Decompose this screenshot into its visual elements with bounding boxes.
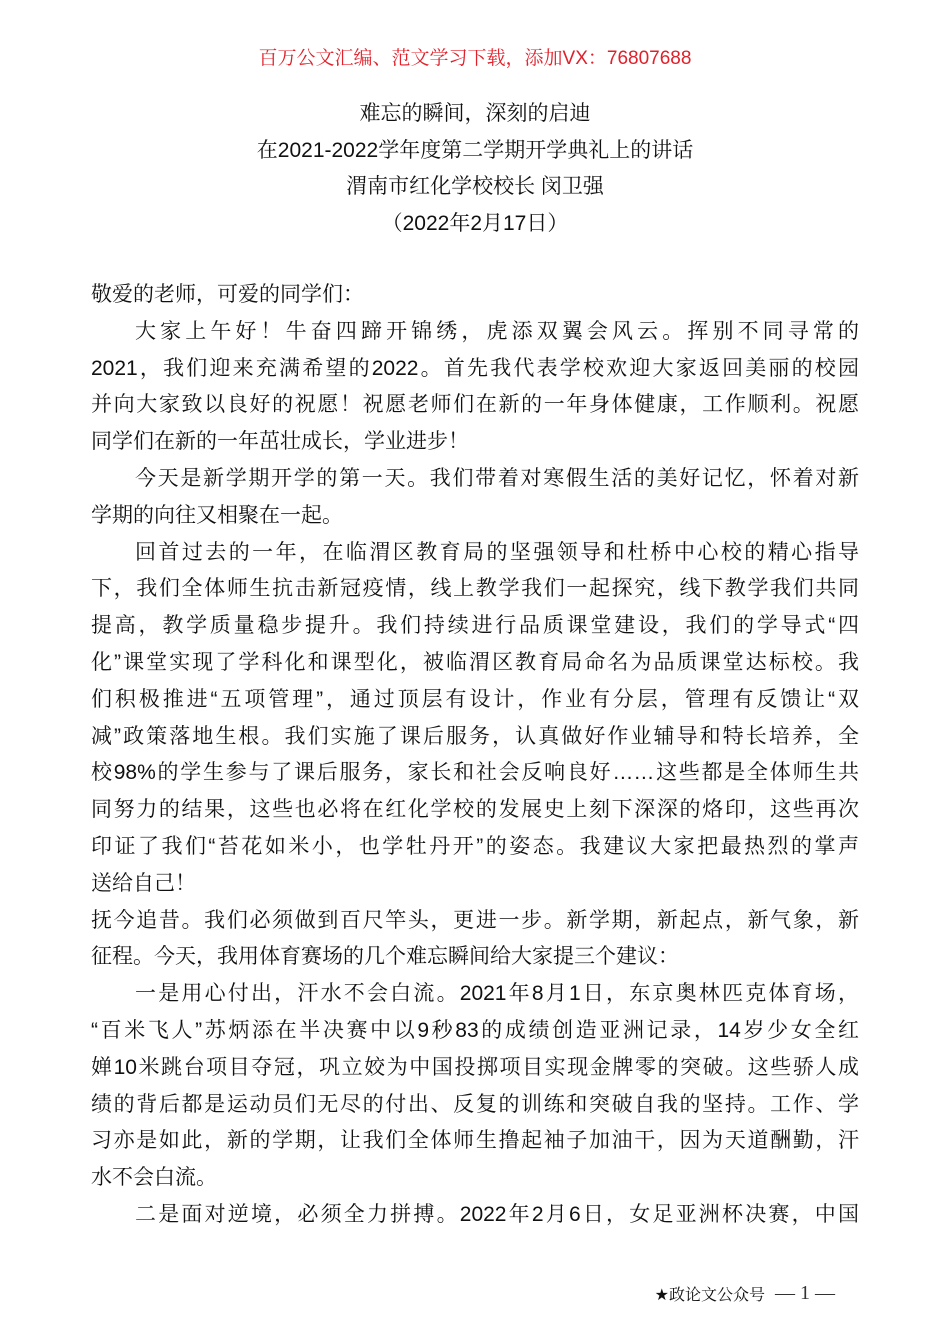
text-line: 印证了我们“苔花如米小，也学牡丹开”的姿态。我建议大家把最热烈的掌声 <box>91 834 859 858</box>
speech-body <box>91 277 859 1234</box>
main-title: 难忘的瞬间，深刻的启迪 <box>359 102 591 125</box>
text-line: 征程。今天，我用体育赛场的几个难忘瞬间给大家提三个建议： <box>91 945 679 969</box>
text-line: 婵10米跳台项目夺冠，巩立姣为中国投掷项目实现金牌零的突破。这些骄人成 <box>91 1055 859 1079</box>
text-line: 敬爱的老师，可爱的同学们： <box>91 283 364 306</box>
text-line: 大家上午好！牛奋四蹄开锦绣，虎添双翼会风云。挥别不同寻常的 <box>135 319 859 343</box>
text-line: 校98%的学生参与了课后服务，家长和社会反响良好……这些都是全体师生共 <box>91 761 859 785</box>
author: 渭南市红化学校校长 闵卫强 <box>346 175 604 199</box>
footer-source: ★政论文公众号 <box>654 1287 765 1304</box>
text-line: 减”政策落地生根。我们实施了课后服务，认真做好作业辅导和特长培养，全 <box>91 724 859 748</box>
text-line: 抚今追昔。我们必须做到百尺竿头，更进一步。新学期，新起点，新气象，新 <box>91 908 859 932</box>
text-line: 化”课堂实现了学科化和课型化，被临渭区教育局命名为品质课堂达标校。我 <box>91 650 859 674</box>
text-line: 绩的背后都是运动员们无尽的付出、反复的训练和突破自我的坚持。工作、学 <box>91 1092 859 1116</box>
subtitle: 在2021-2022学年度第二学期开学典礼上的讲话 <box>256 138 694 162</box>
text-line: 同努力的结果，这些也必将在红化学校的发展史上刻下深深的烙印，这些再次 <box>91 798 859 822</box>
text-line: 习亦是如此，新的学期，让我们全体师生撸起袖子加油干，因为天道酬勤，汗 <box>91 1129 859 1153</box>
text-line: 并向大家致以良好的祝愿！祝愿老师们在新的一年身体健康，工作顺利。祝愿 <box>91 393 859 417</box>
date: （2022年2月17日） <box>381 212 569 236</box>
title-block <box>0 96 950 243</box>
text-line: 提高，教学质量稳步提升。我们持续进行品质课堂建设，我们的学导式“四 <box>91 614 859 638</box>
text-line: 们积极推进“五项管理”，通过顶层有设计，作业有分层，管理有反馈让“双 <box>91 687 859 711</box>
text-line: “百米飞人”苏炳添在半决赛中以9秒83的成绩创造亚洲记录，14岁少女全红 <box>91 1018 859 1042</box>
page-footer <box>655 1282 835 1305</box>
text-line: 二是面对逆境，必须全力拼搏。2022年2月6日，女足亚洲杯决赛，中国 <box>135 1202 859 1226</box>
text-line: 送给自己！ <box>91 871 196 895</box>
page-number: — 1 — <box>775 1282 835 1304</box>
text-line: 2021，我们迎来充满希望的2022。首先我代表学校欢迎大家返回美丽的校园 <box>91 356 859 380</box>
download-banner: 百万公文汇编、范文学习下载，添加VX：76807688 <box>258 48 692 69</box>
text-line: 一是用心付出，汗水不会白流。2021年8月1日，东京奥林匹克体育场， <box>135 982 859 1006</box>
text-line: 水不会白流。 <box>91 1166 217 1190</box>
text-line: 同学们在新的一年茁壮成长，学业进步！ <box>91 430 469 454</box>
text-line: 下，我们全体师生抗击新冠疫情，线上教学我们一起探究，线下教学我们共同 <box>91 577 859 601</box>
text-line: 回首过去的一年，在临渭区教育局的坚强领导和杜桥中心校的精心指导 <box>135 540 859 564</box>
text-line: 学期的向往又相聚在一起。 <box>91 503 343 527</box>
text-line: 今天是新学期开学的第一天。我们带着对寒假生活的美好记忆，怀着对新 <box>135 466 859 490</box>
